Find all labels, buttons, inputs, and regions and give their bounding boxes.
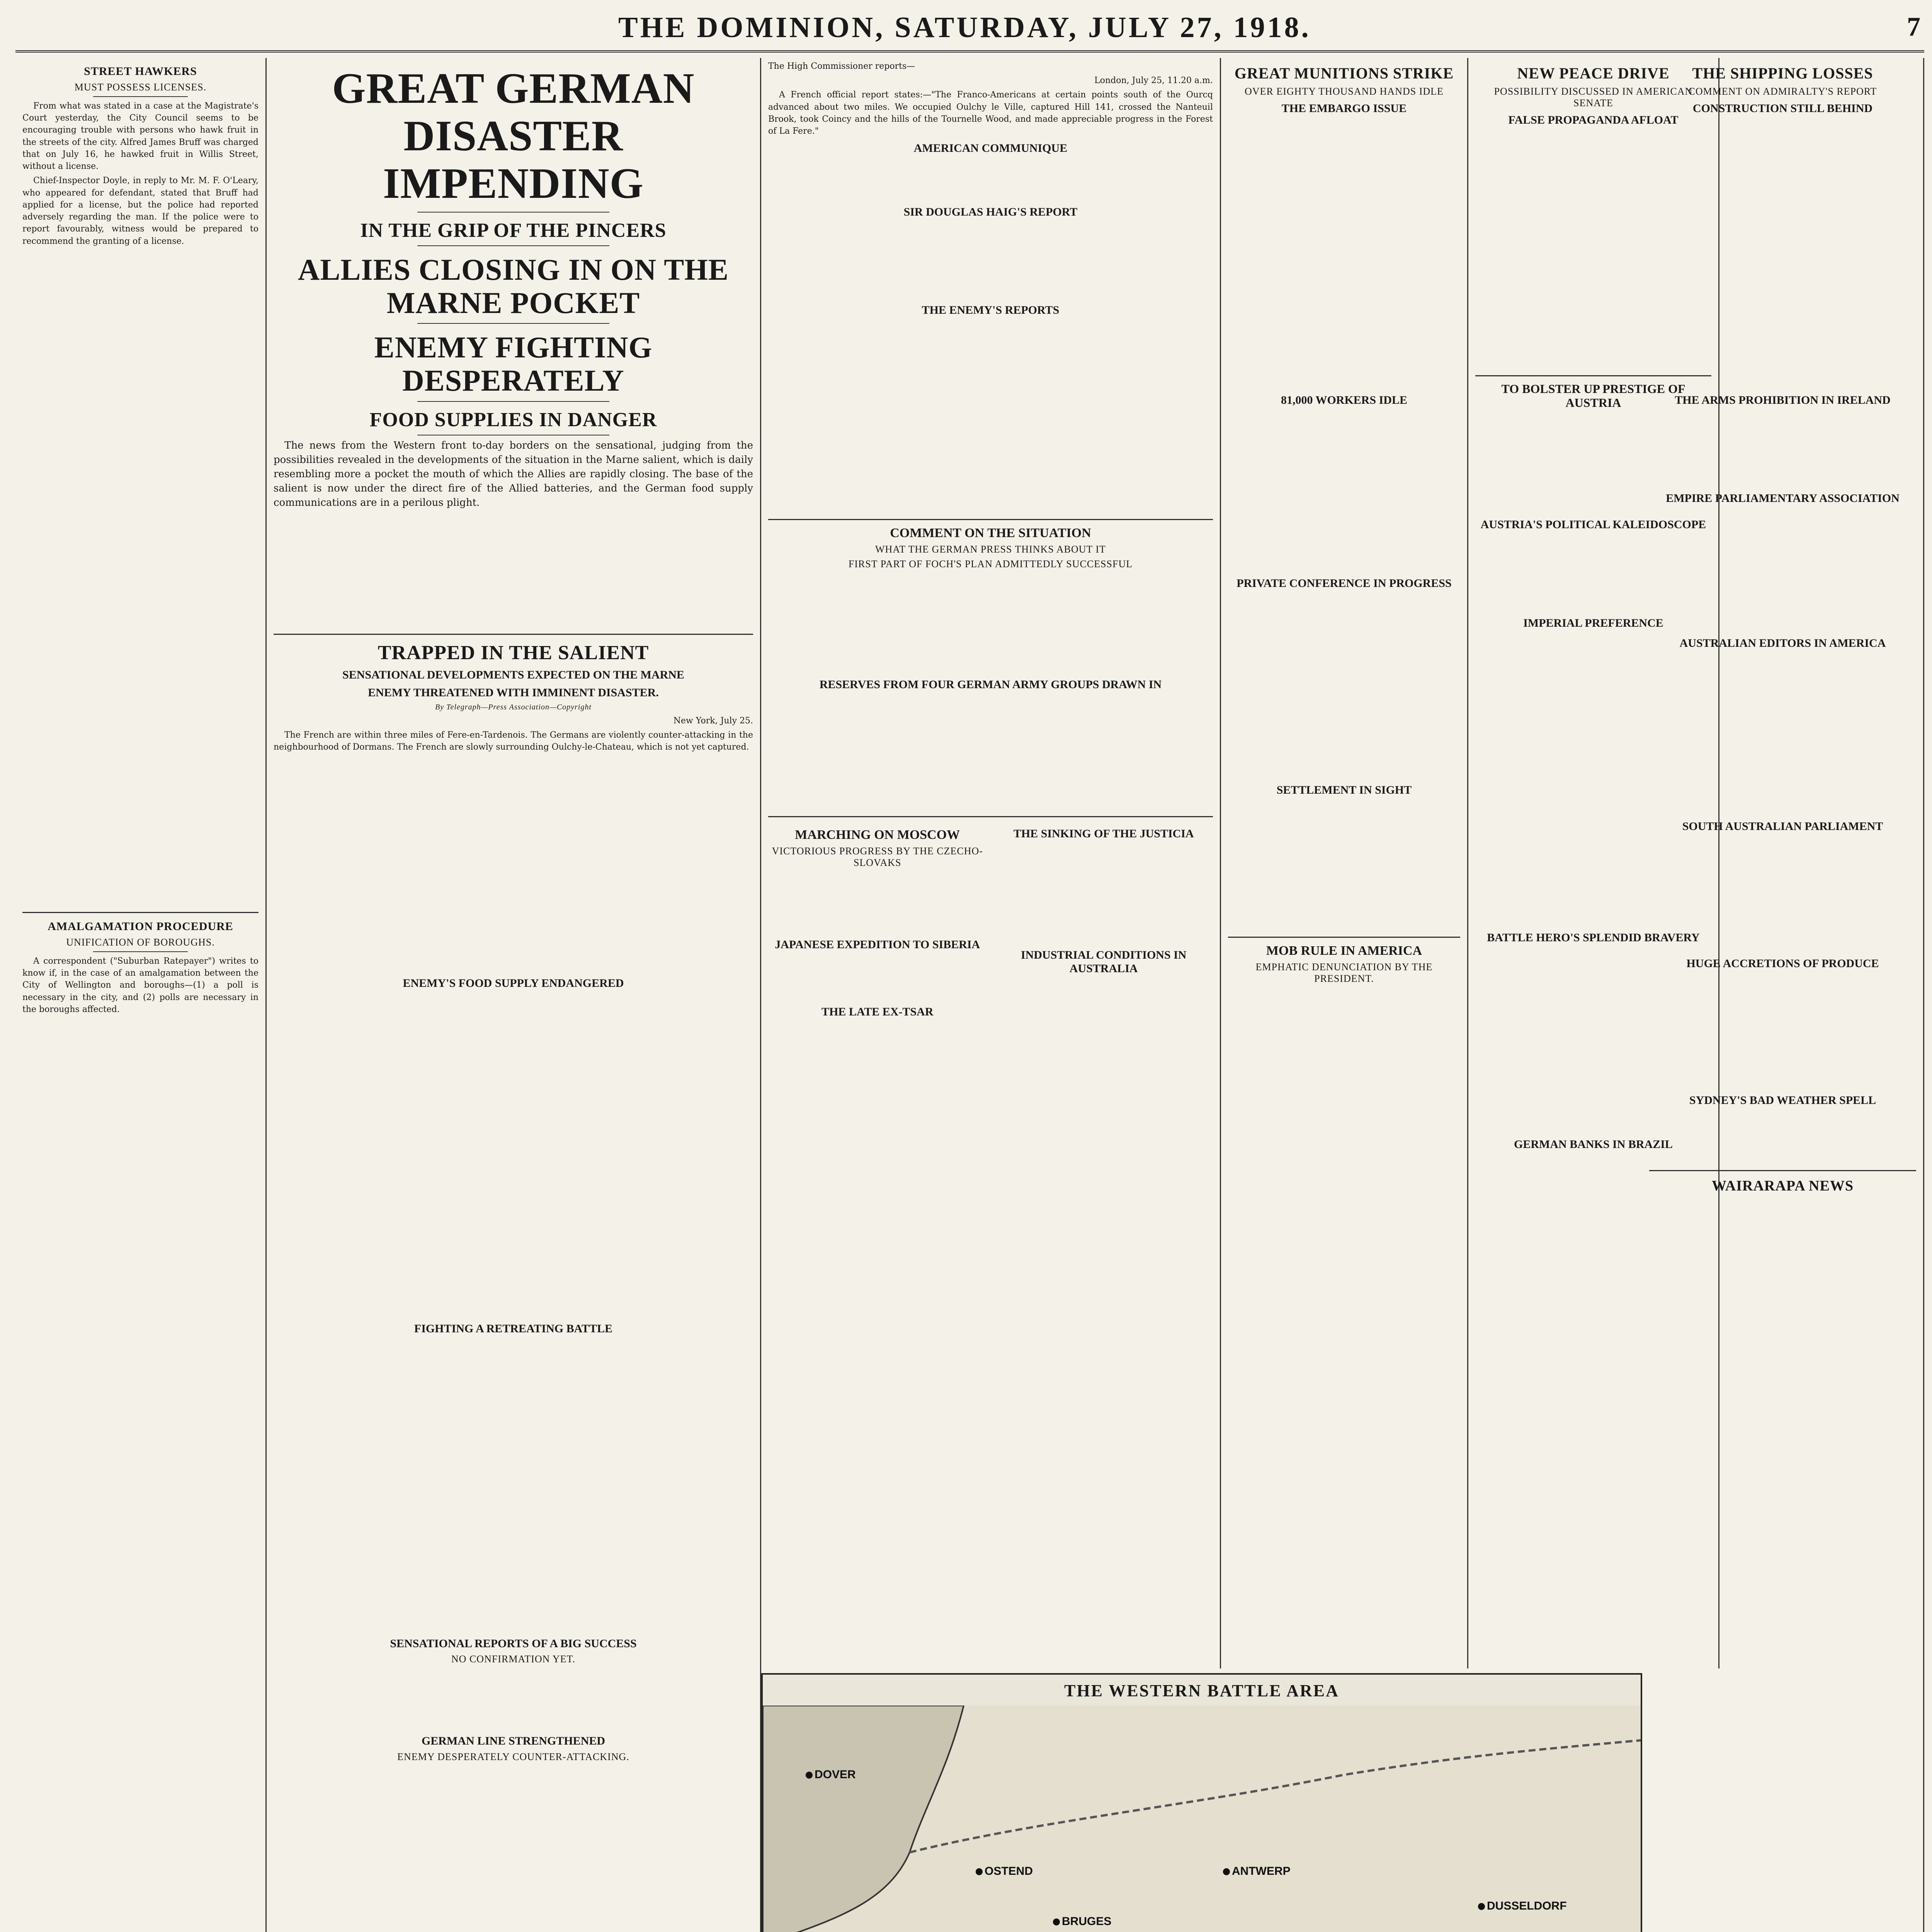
article-body bbox=[22, 250, 259, 906]
subhead-haig: SIR DOUGLAS HAIG'S REPORT bbox=[903, 205, 1078, 218]
headline-amalgamation: AMALGAMATION PROCEDURE bbox=[48, 920, 233, 933]
headline-australian-editors: AUSTRALIAN EDITORS IN AMERICA bbox=[1679, 636, 1886, 650]
article-body bbox=[1649, 410, 1916, 487]
subhead-reserves: RESERVES FROM FOUR GERMAN ARMY GROUPS DRAWN IN bbox=[819, 678, 1162, 691]
article-body bbox=[768, 872, 987, 934]
map-title: THE WESTERN BATTLE AREA bbox=[1064, 1681, 1339, 1700]
article-body bbox=[1649, 1111, 1916, 1165]
headline-arms-ireland: THE ARMS PROHIBITION IN IRELAND bbox=[1675, 393, 1891, 406]
headline-sydney-weather: SYDNEY'S BAD WEATHER SPELL bbox=[1689, 1094, 1876, 1107]
dateline: New York, July 25. bbox=[673, 716, 753, 726]
subhead-foch-plan: FIRST PART OF FOCH'S PLAN ADMITTEDLY SUCCESSFUL bbox=[848, 558, 1133, 570]
intro-line: The High Commissioner reports— bbox=[768, 61, 915, 71]
article-body bbox=[995, 844, 1213, 944]
article-body bbox=[22, 1018, 259, 1932]
deck-marne-pocket: ALLIES CLOSING IN ON THE MARNE POCKET bbox=[298, 252, 729, 320]
subhead-private-conference: PRIVATE CONFERENCE IN PROGRESS bbox=[1236, 577, 1452, 590]
article-body bbox=[274, 1766, 753, 1928]
headline-trapped: TRAPPED IN THE SALIENT bbox=[378, 641, 649, 664]
subhead-unification: UNIFICATION OF BOROUGHS. bbox=[66, 936, 215, 948]
article-body bbox=[768, 954, 987, 1001]
subhead-settlement: SETTLEMENT IN SIGHT bbox=[1276, 783, 1412, 796]
main-headline: GREAT GERMAN DISASTER IMPENDING bbox=[332, 65, 695, 208]
subhead-retreating-battle: FIGHTING A RETREATING BATTLE bbox=[414, 1322, 613, 1335]
headline-south-australian: SOUTH AUSTRALIAN PARLIAMENT bbox=[1682, 820, 1883, 833]
article-body bbox=[1228, 410, 1460, 572]
map-place-label: DOVER bbox=[815, 1768, 856, 1781]
headline-mob-rule: MOB RULE IN AMERICA bbox=[1266, 944, 1422, 958]
column-2-lead-story bbox=[267, 58, 761, 1932]
subhead-big-success: SENSATIONAL REPORTS OF A BIG SUCCESS bbox=[390, 1637, 637, 1650]
subhead-senate: POSSIBILITY DISCUSSED IN AMERICAN SENATE bbox=[1494, 86, 1693, 109]
subhead-admiralty: COMMENT ON ADMIRALTY'S REPORT bbox=[1688, 86, 1877, 97]
subhead-no-confirmation: NO CONFIRMATION YET. bbox=[451, 1653, 576, 1665]
article-body bbox=[768, 695, 1213, 811]
subhead-workers-idle: 81,000 WORKERS IDLE bbox=[1281, 393, 1407, 406]
column-3-news bbox=[761, 58, 1221, 1668]
headline-peace-drive: NEW PEACE DRIVE bbox=[1517, 65, 1670, 82]
article-body bbox=[1649, 119, 1916, 389]
subhead-czecho-slovaks: VICTORIOUS PROGRESS BY THE CZECHO-SLOVAKS bbox=[772, 845, 983, 868]
article-body bbox=[1649, 653, 1916, 815]
map-place-marker bbox=[1223, 1868, 1230, 1875]
subhead-german-line: GERMAN LINE STRENGTHENED bbox=[421, 1735, 605, 1748]
article-body bbox=[274, 512, 753, 628]
article-body bbox=[1649, 1198, 1916, 1932]
headline-huge-accretions: HUGE ACCRETIONS OF PRODUCE bbox=[1686, 957, 1879, 970]
headline-industrial: INDUSTRIAL CONDITIONS IN AUSTRALIA bbox=[1021, 949, 1187, 975]
headline-shipping-losses: THE SHIPPING LOSSES bbox=[1692, 65, 1873, 82]
dateline: London, July 25, 11.20 a.m. bbox=[1094, 76, 1213, 86]
headline-german-banks: GERMAN BANKS IN BRAZIL bbox=[1514, 1138, 1673, 1151]
map-place-label: BRUGES bbox=[1062, 1915, 1112, 1928]
map-place-label: DUSSELDORF bbox=[1487, 1900, 1567, 1912]
subhead-counter-attacking: ENEMY DESPERATELY COUNTER-ATTACKING. bbox=[397, 1751, 629, 1762]
headline-prestige-austria: TO BOLSTER UP PRESTIGE OF AUSTRIA bbox=[1501, 381, 1685, 410]
subhead-ex-tsar: THE LATE EX-TSAR bbox=[821, 1005, 934, 1019]
headline-justicia: THE SINKING OF THE JUSTICIA bbox=[1013, 827, 1194, 840]
column-4 bbox=[1221, 58, 1468, 1668]
page-number: 7 bbox=[1907, 12, 1920, 42]
byline: By Telegraph—Press Association—Copyright bbox=[435, 702, 592, 711]
headline-kaleidoscope: AUSTRIA'S POLITICAL KALEIDOSCOPE bbox=[1480, 518, 1706, 531]
map-place-label: ANTWERP bbox=[1232, 1865, 1291, 1878]
headline-empire-parliamentary: EMPIRE PARLIAMENTARY ASSOCIATION bbox=[1666, 492, 1900, 505]
subhead-american: AMERICAN COMMUNIQUE bbox=[913, 142, 1068, 155]
subhead-embargo: THE EMBARGO ISSUE bbox=[1281, 102, 1407, 115]
headline-wairarapa: WAIRARAPA NEWS bbox=[1712, 1177, 1854, 1194]
western-battle-area-map bbox=[761, 1673, 1642, 1932]
map-place-marker bbox=[806, 1772, 813, 1779]
article-body bbox=[1228, 594, 1460, 779]
column-6 bbox=[1642, 58, 1924, 1932]
article-paragraph: The French are within three miles of Fere-en-Tardenois. The Germans are violently counter-attacking in the neighbourhood of Dormans. The French are slowly surrounding Oulchy-le-Chateau, which is not yet captured. bbox=[274, 730, 753, 752]
subhead-food-supply: ENEMY'S FOOD SUPPLY ENDANGERED bbox=[403, 976, 624, 990]
headline-battle-hero: BATTLE HERO'S SPLENDID BRAVERY bbox=[1487, 931, 1700, 944]
subhead-false-propaganda: FALSE PROPAGANDA AFLOAT bbox=[1508, 114, 1679, 126]
article-body bbox=[274, 756, 753, 972]
article-body bbox=[768, 320, 1213, 514]
headline-comment: COMMENT ON THE SITUATION bbox=[890, 526, 1091, 540]
article-body bbox=[1228, 119, 1460, 389]
map-drawing bbox=[763, 1706, 1641, 1932]
article-paragraph: A correspondent ("Suburban Ratepayer") writes to know if, in the case of an amalgamation between the City of Wellington and boroughs—(1) a poll is necessary in the city, and (2) polls are necessary in the boroughs affected. bbox=[22, 956, 259, 1014]
subhead-german-press: WHAT THE GERMAN PRESS THINKS ABOUT IT bbox=[875, 544, 1106, 555]
headline-imperial-preference: IMPERIAL PREFERENCE bbox=[1523, 616, 1663, 629]
subhead-licenses: MUST POSSESS LICENSES. bbox=[74, 82, 207, 93]
column-1 bbox=[15, 58, 267, 1932]
subhead-enemy-reports: THE ENEMY'S REPORTS bbox=[922, 304, 1060, 317]
deck-enemy-fighting: ENEMY FIGHTING DESPERATELY bbox=[374, 330, 653, 398]
article-body bbox=[1649, 837, 1916, 952]
deck-food-supplies: FOOD SUPPLIES IN DANGER bbox=[369, 408, 657, 431]
subhead-sensational: SENSATIONAL DEVELOPMENTS EXPECTED ON THE MARNE bbox=[342, 668, 684, 681]
headline-moscow: MARCHING ON MOSCOW bbox=[795, 827, 960, 842]
subhead-denunciation: EMPHATIC DENUNCIATION BY THE PRESIDENT. bbox=[1255, 961, 1433, 985]
map-place-marker bbox=[1053, 1918, 1060, 1925]
article-body bbox=[274, 993, 753, 1318]
article-body bbox=[768, 158, 1213, 201]
paper-title: THE DOMINION, SATURDAY, JULY 27, 1918. bbox=[618, 11, 1311, 44]
article-body bbox=[1649, 509, 1916, 632]
lead-paragraph: The news from the Western front to-day borders on the sensational, judging from the possibilities revealed in the developments of the situation in the Marne salient, which is daily resembling more a pocket the mouth of which the Allies are rapidly closing. The base of the salient is now under the direct fire of the Allied batteries, and the German food supply communications are in a perilous plight. bbox=[274, 440, 753, 509]
map-place-marker bbox=[976, 1868, 983, 1875]
subhead-japanese: JAPANESE EXPEDITION TO SIBERIA bbox=[775, 938, 980, 951]
deck-pincers: IN THE GRIP OF THE PINCERS bbox=[360, 219, 667, 242]
subhead-construction: CONSTRUCTION STILL BEHIND bbox=[1692, 102, 1873, 115]
article-body bbox=[274, 1339, 753, 1633]
article-paragraph: A French official report states:—"The Franco-Americans at certain points south of the Ourcq advanced about two miles. We occupied Oulchy le Ville, captured Hill 141, crossed the Nanteuil Brook, took Coincy and the hills of the Tournelle Wood, and made appreciable progress in the Forest of La Fere." bbox=[768, 90, 1213, 136]
map-place-marker bbox=[1478, 1903, 1485, 1910]
article-body bbox=[768, 222, 1213, 299]
article-body bbox=[1228, 800, 1460, 931]
subhead-hands-idle: OVER EIGHTY THOUSAND HANDS IDLE bbox=[1245, 86, 1444, 97]
article-body bbox=[768, 573, 1213, 673]
article-body bbox=[274, 1668, 753, 1730]
subhead-disaster: ENEMY THREATENED WITH IMMINENT DISASTER. bbox=[368, 686, 659, 699]
headline-street-hawkers: STREET HAWKERS bbox=[84, 65, 197, 78]
masthead bbox=[15, 4, 1924, 53]
article-body bbox=[1649, 973, 1916, 1089]
map-place-label: OSTEND bbox=[985, 1865, 1033, 1878]
article-paragraph: From what was stated in a case at the Magistrate's Court yesterday, the City Council seems to be encouraging trouble with persons who hawk fruit in the streets of the city. Alfred James Bruff was charged that on July 16, he hawked fruit in Willis Street, without a license. bbox=[22, 101, 259, 172]
article-paragraph: Chief-Inspector Doyle, in reply to Mr. M. F. O'Leary, who appeared for defendant, stated that Bruff had applied for a license, but the police had reported adversely regarding the man. If the police were to report favourably, witness would be prepared to recommend the granting of a license. bbox=[22, 176, 259, 246]
headline-munitions-strike: GREAT MUNITIONS STRIKE bbox=[1234, 65, 1454, 82]
